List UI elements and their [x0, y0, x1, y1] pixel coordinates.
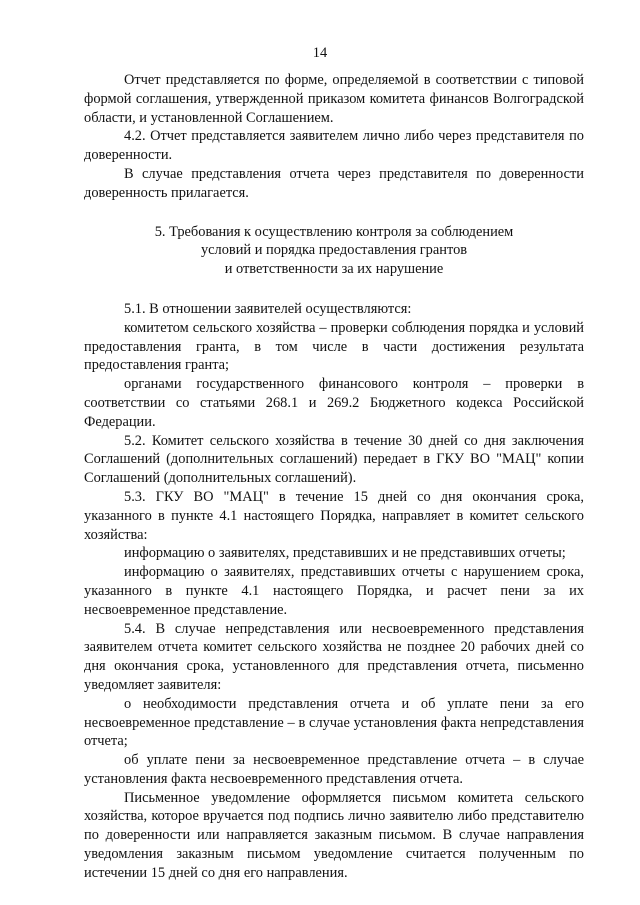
document-body: [84, 71, 584, 883]
paragraph-report-form: Отчет представляется по форме, определяемой в соответствии с типовой формой соглашения, утвержденной приказом комитета финансов Волгоградской области, и установленной Соглашением.: [84, 72, 584, 126]
section-heading-line-3: и ответственности за их нарушение: [224, 261, 444, 278]
paragraph-info-reports: информацию о заявителях, представивших и не представивших отчеты;: [124, 545, 566, 562]
page-number: 14: [312, 45, 328, 61]
paragraph-written-notice: Письменное уведомление оформляется письмом комитета сельского хозяйства, которое вручается под подпись лично заявителю либо представителю по доверенности или направляется заказным письмом. В случае направления уведомления заказным письмом уведомление считается полученным по истечении 15 дней со дня его направления.: [84, 789, 584, 881]
paragraph-power-of-attorney: В случае представления отчета через представителя по доверенности доверенность прилагается.: [84, 165, 584, 201]
section-heading-line-2: условий и порядка предоставления грантов: [200, 242, 468, 259]
section-5-heading: [84, 223, 584, 279]
paragraph-4-2: 4.2. Отчет представляется заявителем лично либо через представителя по доверенности.: [84, 128, 584, 164]
paragraph-notice-non-submission: о необходимости представления отчета и об уплате пени за его несвоевременное представление – в случае установления факта непредставления отчета;: [84, 695, 584, 750]
paragraph-5-3: 5.3. ГКУ ВО "МАЦ" в течение 15 дней со дня окончания срока, указанного в пункте 4.1 настоящего Порядка, направляет в комитет сельского хозяйства:: [84, 488, 584, 543]
paragraph-5-1: 5.1. В отношении заявителей осуществляются:: [124, 300, 412, 317]
paragraph-5-4: 5.4. В случае непредставления или несвоевременного представления заявителем отчета комитет сельского хозяйства не позднее 20 рабочих дней со дня окончания срока, установленного для представления отчета, письменно уведомляет заявителя:: [84, 620, 584, 693]
paragraph-notice-late-submission: об уплате пени за несвоевременное представление отчета – в случае установления факта несвоевременного представления отчета.: [84, 752, 584, 787]
paragraph-info-late-reports: информацию о заявителях, представивших отчеты с нарушением срока, указанного в пункте 4.1 настоящего Порядка, и расчет пени за их несвоевременное представление.: [84, 564, 584, 618]
paragraph-financial-control-checks: органами государственного финансового контроля – проверки в соответствии со статьями 268.1 и 269.2 Бюджетного кодекса Российской Федерации.: [84, 376, 584, 430]
section-heading-line-1: 5. Требования к осуществлению контроля за соблюдением: [154, 223, 514, 240]
paragraph-5-2: 5.2. Комитет сельского хозяйства в течение 30 дней со дня заключения Соглашений (дополнительных соглашений) передает в ГКУ ВО "МАЦ" копии Соглашений (дополнительных соглашений).: [84, 432, 584, 487]
paragraph-agriculture-committee-checks: комитетом сельского хозяйства – проверки соблюдения порядка и условий предоставления гранта, в том числе в части достижения результата предоставления гранта;: [84, 319, 584, 374]
